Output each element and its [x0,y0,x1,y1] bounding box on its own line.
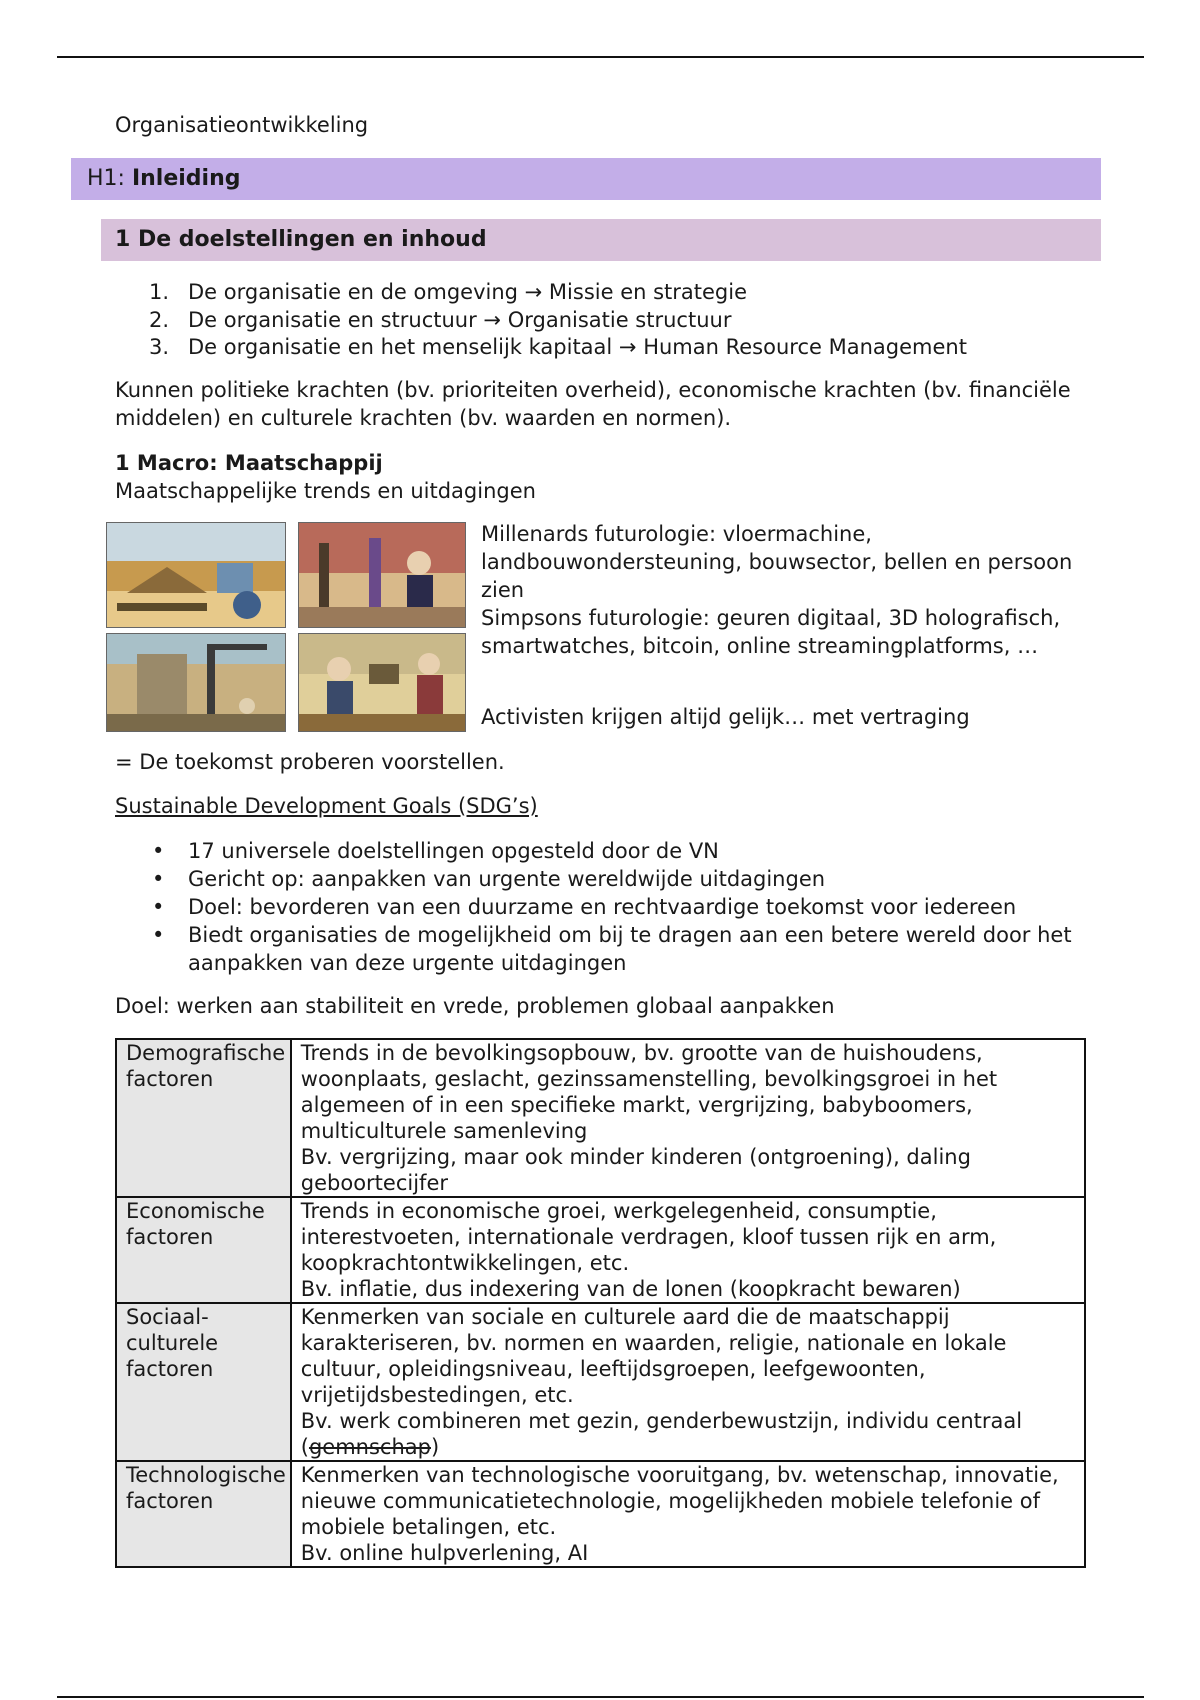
simpsons-text: Simpsons futurologie: geuren digitaal, 3D holografisch, smartwatches, bitcoin, online streamingplatforms, … [481,606,1061,658]
list-item [115,893,1188,921]
table-row-label: Technologische factoren [116,1461,291,1567]
table-row-content [291,1303,1085,1461]
list-text: De organisatie en structuur → Organisatie structuur [188,307,732,332]
chapter-heading-bar [71,158,1101,200]
section-heading-bar [101,219,1101,261]
table-row-text: Trends in economische groei, werkgelegenheid, consumptie, interestvoeten, internationale verdragen, kloof tussen rijk en arm, koopkrachtontwikkelingen, etc. [300,1199,997,1275]
list-text: 17 universele doelstellingen opgesteld door de VN [188,839,719,863]
bottom-rule [57,1696,1144,1698]
table-row [116,1197,1085,1303]
list-item [115,865,1188,893]
list-text: Gericht op: aanpakken van urgente wereldwijde uitdagingen [188,867,826,891]
table-row [116,1303,1085,1461]
table-row-example: Bv. inflatie, dus indexering van de lonen (koopkracht bewaren) [300,1277,961,1301]
millenards-text: Millenards futurologie: vloermachine, landbouwondersteuning, bouwsector, bellen en persoon zien [481,522,1073,602]
table-row-example [301,1408,1080,1460]
macro-subheading: Maatschappelijke trends en uitdagingen [115,479,536,503]
list-item [115,279,967,307]
factors-table [115,1038,1086,1568]
sdg-title: Sustainable Development Goals (SDG’s) [115,794,538,818]
list-item [115,307,967,335]
chapter-heading [87,166,241,191]
list-number: 1. [149,280,170,304]
table-row-label: Economische factoren [116,1197,291,1303]
table-row-content [291,1461,1085,1567]
example-paren-close: ) [430,1435,440,1459]
list-item [115,334,967,362]
activists-text: Activisten krijgen altijd gelijk… met vertraging [481,705,970,729]
table-row-content [291,1039,1085,1197]
chapter-title: Inleiding [131,166,241,191]
list-item [115,921,1188,977]
struck-word: gemnschap [308,1435,431,1459]
list-number: 3. [149,335,170,359]
bullet-icon: • [152,867,165,891]
macro-heading: 1 Macro: Maatschappij [115,451,383,475]
list-text: De organisatie en het menselijk kapitaal → Human Resource Management [188,335,967,359]
bullet-icon: • [152,839,165,863]
table-row-text: Kenmerken van technologische vooruitgang, bv. wetenschap, innovatie, nieuwe communicatietechnologie, mogelijkheden mobiele telefonie of mobiele betalingen, etc. [300,1463,1059,1539]
table-row [116,1461,1085,1567]
top-rule [57,56,1144,58]
futurology-image-videocall [298,633,466,732]
table-row [116,1039,1085,1197]
list-text: De organisatie en de omgeving → Missie en strategie [188,280,748,304]
list-text: Doel: bevorderen van een duurzame en rechtvaardige toekomst voor iedereen [188,895,1017,919]
table-row-label: Sociaal-culturele factoren [116,1303,291,1461]
section-heading: 1 De doelstellingen en inhoud [115,227,487,252]
futurology-image-cleaning [298,522,466,628]
example-paren-open: ( [300,1435,309,1459]
goals-numbered-list [115,279,967,362]
futurology-images [106,522,464,730]
list-text: Biedt organisaties de mogelijkheid om bij te dragen aan een betere wereld door het aanpakken van deze urgente uitdagingen [188,923,1072,975]
intro-paragraph: Kunnen politieke krachten (bv. prioriteiten overheid), economische krachten (bv. financiële middelen) en culturele krachten (bv. waarden en normen). [115,378,1071,430]
table-row-text: Kenmerken van sociale en culturele aard die de maatschappij karakteriseren, bv. normen en waarden, religie, nationale en lokale cultuur, opleidingsniveau, leeftijdsgroepen, leefgewoonten, vrijetijdsbestedingen, etc. [300,1305,1007,1407]
table-row-text: Trends in de bevolkingsopbouw, bv. grootte van de huishoudens, woonplaats, geslacht, gezinssamenstelling, bevolkingsgroei in het algemeen of in een specifieke markt, vergrijzing, babyboomers, multiculturele samenleving [300,1041,998,1143]
table-row-content [291,1197,1085,1303]
example-text: Bv. werk combineren met gezin, genderbewustzijn, individu centraal [300,1409,1023,1433]
bullet-icon: • [152,923,165,947]
futurology-image-construction [106,633,286,732]
bullet-icon: • [152,895,165,919]
table-row-example: Bv. online hulpverlening, AI [300,1541,589,1565]
chapter-prefix: H1: [87,166,132,191]
sdg-bullet-list [115,837,1188,977]
page-header-title: Organisatieontwikkeling [115,113,369,137]
table-row-label: Demografische factoren [116,1039,291,1197]
list-item [115,837,1188,865]
list-number: 2. [149,307,170,332]
table-row-example: Bv. vergrijzing, maar ook minder kinderen (ontgroening), daling geboortecijfer [300,1145,971,1195]
future-statement: = De toekomst proberen voorstellen. [115,750,505,774]
sdg-goal: Doel: werken aan stabiliteit en vrede, problemen globaal aanpakken [115,994,835,1018]
futurology-image-farm [106,522,286,628]
